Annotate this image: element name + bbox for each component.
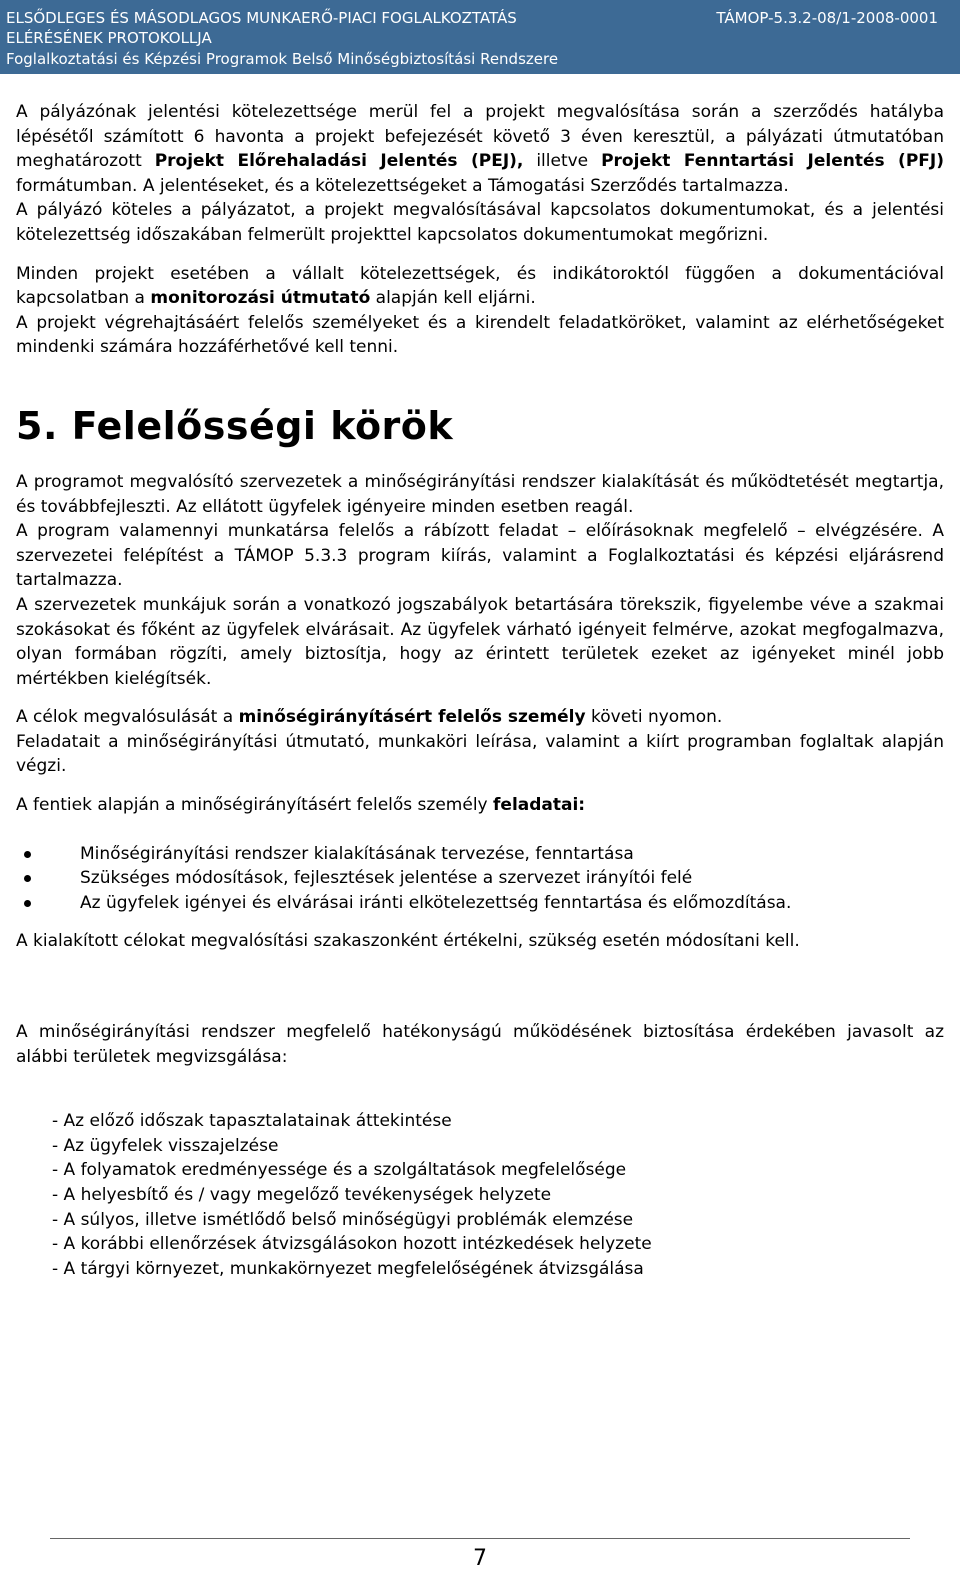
bullet-icon (24, 875, 31, 882)
paragraph-regulations: A szervezetek munkájuk során a vonatkozó jogszabályok betartására törekszik, figyelembe véve a szakmai szokásokat és főként az ügyfelek elvárásait. Az ügyfelek várható igényeit felmérve, azokat megfogalmazva, olyan formában rögzíti, amely biztosítja, hogy az érintett területek ezeket az igényeket minél jobb mértékben kielégítsék. (16, 594, 944, 689)
bullet-icon (24, 851, 31, 858)
list-item: Minőségirányítási rendszer kialakításának tervezése, fenntartása (16, 842, 944, 867)
paragraph-monitoring: Minden projekt esetében a vállalt kötelezettségek, és indikátoroktól függően a dokumentációval kapcsolatban a monitorozási útmutató alapján kell eljárni. (16, 263, 944, 309)
list-item: - A súlyos, illetve ismétlődő belső minőségügyi problémák elemzése (52, 1209, 634, 1230)
list-item: - A helyesbítő és / vagy megelőző tevékenységek helyzete (52, 1185, 552, 1205)
page-number: 7 (473, 1546, 487, 1571)
paragraph-reporting-obligation: A pályázónak jelentési kötelezettsége merül fel a projekt megvalósítása során a szerződés hatályba lépésétől számított 6 havonta a projekt befejezését követő 3 éven keresztül, a pályázati útmutatóban meghatározott Projekt Előrehaladási Jelentés (PEJ), illetve Projekt Fenntartási Jelentés (PFJ) formátumban. A jelentéseket, és a kötelezettségeket a Támogatási Szerződés tartalmazza. (16, 102, 944, 196)
header-subtitle: Foglalkoztatási és Képzési Programok Belső Minőségbiztosítási Rendszere (6, 50, 559, 68)
term-tasks: feladatai: (493, 795, 586, 816)
paragraph-organizations: A programot megvalósító szervezetek a minőségirányítási rendszer kialakítását és működtetését megtartja, és továbbfejleszti. Az ellátott ügyfelek igényeire minden esetben reagál. (16, 471, 944, 517)
review-areas-list (16, 1109, 944, 1281)
paragraph-tasks-intro: A fentiek alapján a minőségirányításért felelős személy feladatai: (16, 795, 586, 816)
list-item: Az ügyfelek igényei és elvárásai iránti elkötelezettség fenntartása és előmozdítása. (16, 891, 944, 916)
term-monitoring-guide: monitorozási útmutató (150, 288, 371, 309)
list-item: - A folyamatok eredményessége és a szolgáltatások megfelelősége (52, 1160, 627, 1181)
bullet-icon (24, 900, 31, 907)
header-title-line2: ELÉRÉSÉNEK PROTOKOLLJA (6, 29, 212, 47)
paragraph-officer-tasks-basis: Feladatait a minőségirányítási útmutató, munkaköri leírása, valamint a kiírt programban foglaltak alapján végzi. (16, 731, 944, 777)
list-item: - Az ügyfelek visszajelzése (52, 1135, 279, 1156)
list-item: - A korábbi ellenőrzések átvizsgálásokon hozott intézkedések helyzete (52, 1234, 652, 1255)
list-item: - A tárgyi környezet, munkakörnyezet megfelelőségének átvizsgálása (52, 1258, 644, 1279)
document-header (0, 0, 960, 74)
term-pfj: Projekt Fenntartási Jelentés (PFJ) (601, 151, 944, 172)
task-bullet-list (16, 842, 944, 916)
document-body (16, 80, 944, 1281)
term-quality-officer: minőségirányításért felelős személy (238, 707, 586, 728)
paragraph-staff: A program valamennyi munkatársa felelős a rábízott feladat – előírásoknak megfelelő – elvégzésére. A szervezetei felépítést a TÁMOP 5.3.3 program kiírás, valamint a Foglalkoztatási és képzési eljárásrend tartalmazza. (16, 521, 944, 591)
list-item: - Az előző időszak tapasztalatainak áttekintése (52, 1111, 452, 1132)
paragraph-responsibles: A projekt végrehajtásáért felelős személyeket és a kirendelt feladatköröket, valamint az elérhetőségeket mindenki számára hozzáférhetővé kell tenni. (16, 312, 944, 358)
paragraph-evaluation: A kialakított célokat megvalósítási szakaszonként értékelni, szükség esetén módosítani kell. (16, 931, 800, 952)
footer-divider (50, 1538, 910, 1539)
section-heading: 5. Felelősségi körök (16, 403, 454, 448)
paragraph-quality-officer: A célok megvalósulását a minőségirányításért felelős személy követi nyomon. (16, 707, 723, 728)
list-item: Szükséges módosítások, fejlesztések jelentése a szervezet irányítói felé (16, 866, 944, 891)
header-title-line1: ELSŐDLEGES ÉS MÁSODLAGOS MUNKAERŐ-PIACI FOGLALKOZTATÁS (6, 9, 517, 27)
paragraph-document-retention: A pályázó köteles a pályázatot, a projekt megvalósításával kapcsolatos dokumentumokat, és a jelentési kötelezettség időszakában felmerült projekttel kapcsolatos dokumentumokat megőrizni. (16, 200, 944, 245)
header-project-code: TÁMOP-5.3.2-08/1-2008-0001 (716, 9, 938, 27)
paragraph-review-areas-intro: A minőségirányítási rendszer megfelelő hatékonyságú működésének biztosítása érdekében javasolt az alábbi területek megvizsgálása: (16, 1022, 944, 1067)
term-pej: Projekt Előrehaladási Jelentés (PEJ), (154, 151, 524, 172)
